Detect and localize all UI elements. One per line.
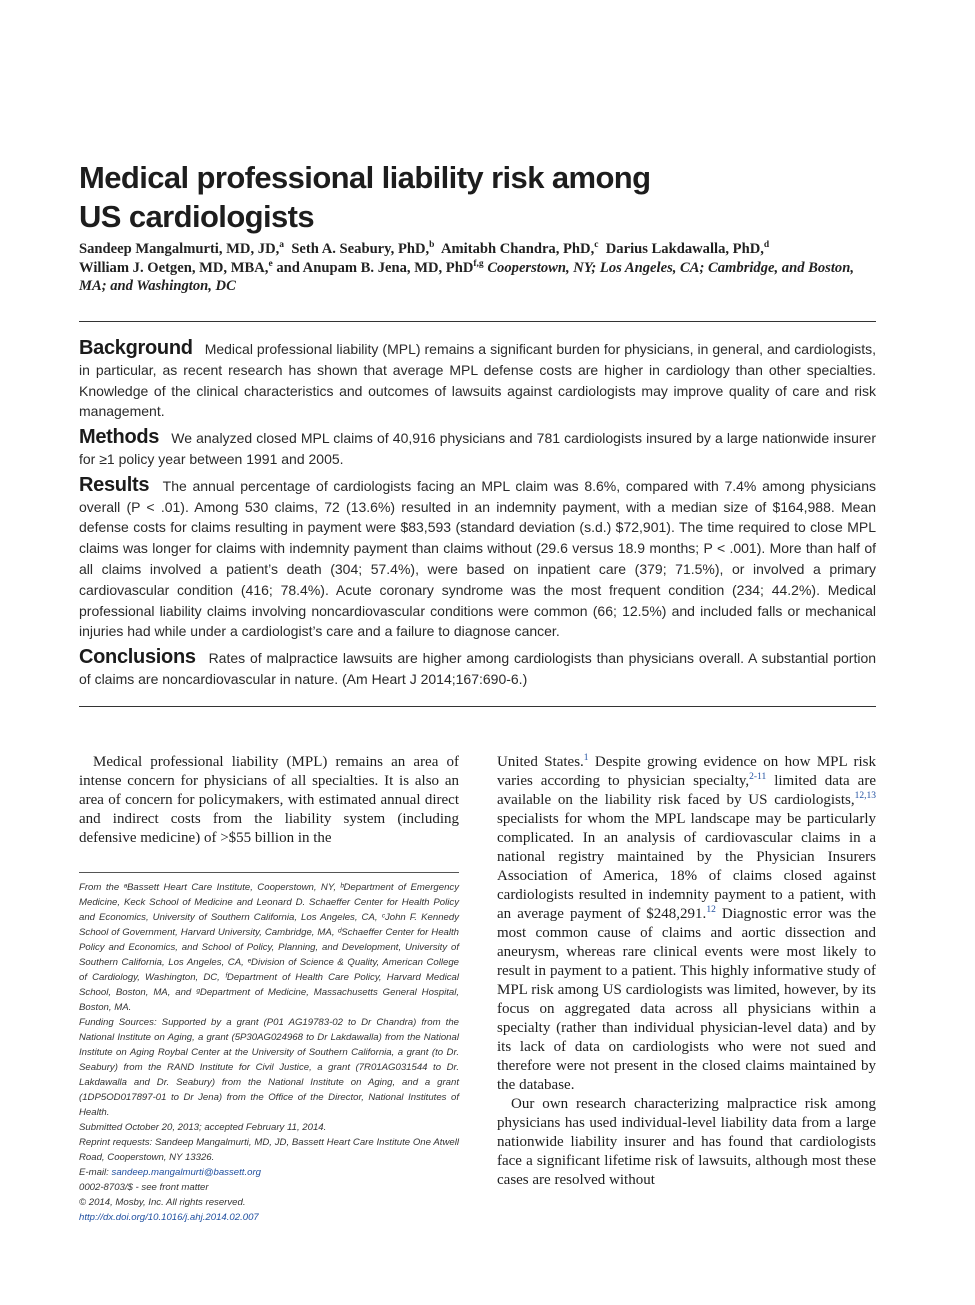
body-text: Diagnostic error was the most common cause of claims and aortic dissection and aneurysm, whereas rare clinical events were most likely to result in payment to a patient. This highly informative study of MPL risk among US cardiologists was limited, however, by its focus on aggregated data across all physicians within a specialty (rather than individual physician-level data) and by its lack of data on cardiologists who were not sued and therefore were not present in the closed claims maintained by the database. [497,906,876,1093]
doi-link[interactable]: http://dx.doi.org/10.1016/j.ahj.2014.02.007 [79,1212,259,1223]
abstract-conclusions [79,647,876,690]
author-name: Seth A. Seabury, PhD, [291,241,430,257]
body-text: specialists for whom the MPL landscape may be particularly complicated. In an analysis of cardiovascular claims in a national registry maintained by the Physician Insurers Association of America, 18% of claims closed against cardiologists resulted in indemnity payment to a patient, with an average payment of $248,291. [497,811,876,922]
section-heading: Conclusions [79,646,196,669]
body-paragraph: Medical professional liability (MPL) remains an area of intense concern for physicians of all specialties. It is also an area of concern for policymakers, with estimated annual direct and indirect costs from the liability system (including defensive medicine) of >$55 billion in the [79,754,459,846]
section-text: Medical professional liability (MPL) remains a significant burden for physicians, in general, and cardiologists, in particular, as recent research has shown that average MPL defense costs are higher in cardiology than other specialties. Knowledge of the clinical characteristics and outcomes of lawsuits against cardiologists may improve quality of care and risk management. [79,341,876,420]
affiliations-note: From the ᵃBassett Heart Care Institute, Cooperstown, NY, ᵇDepartment of Emergency Medicine, Keck School of Medicine and Leonard D. Schaeffer Center for Health Policy and Economics, University of Southern California, Los Angeles, CA, ᶜJohn F. Kennedy School of Government, Harvard University, Cambridge, MA, ᵈSchaeffer Center for Health Policy and Economics, and School of Policy, Planning, and Development, University of Southern California, Los Angeles, CA, ᵉDivision of Science & Quality, American College of Cardiology, Washington, DC, ᶠDepartment of Health Care Policy, Harvard Medical School, Boston, MA, and ᵍDepartment of Medicine, Massachusetts General Hospital, Boston, MA. [79,882,459,1013]
author-name: Amitabh Chandra, PhD, [440,241,595,257]
author-affiliation-marker: b [429,240,435,251]
author-affiliation-marker: f,g [473,258,484,269]
author-locations: Cooperstown, NY; Los Angeles, CA; Cambridge, and Boston, MA; and Washington, DC [79,259,854,294]
abstract-results [79,475,876,642]
abstract-methods [79,427,876,470]
email-label: E-mail: [79,1167,112,1178]
email-line [79,1165,459,1180]
submission-dates: Submitted October 20, 2013; accepted February 11, 2014. [79,1122,327,1133]
section-text: Rates of malpractice lawsuits are higher among cardiologists than physicians overall. A substantial portion of claims are noncardiovascular in nature. (Am Heart J 2014;167:690-6.) [79,650,877,687]
author-name: and Anupam B. Jena, MD, PhD [276,259,474,276]
abstract-background [79,338,876,422]
section-text: We analyzed closed MPL claims of 40,916 physicians and 781 cardiologists insured by a large nationwide insurer for ≥1 policy year between 1991 and 2005. [79,430,877,467]
body-text: United States. [497,754,584,770]
title-line-2: US cardiologists [79,199,315,234]
abstract-bottom-rule [79,706,876,707]
section-text: The annual percentage of cardiologists facing an MPL claim was 8.6%, compared with 7.4% among physicians overall (P < .01). Among 530 claims, 72 (13.6%) resulted in an indemnity payment, with a median size of $164,988. Mean defense costs for claims resulting in payment were $83,593 (standard deviation (s.d.) $72,901). The time required to close MPL claims was longer for claims with indemnity payment than claims without (29.6 versus 18.9 months; P < .001). More than half of all claims involved a patient’s death (304; 57.4%), were based on inpatient care (379; 71.5%), or involved a primary cardiovascular condition (416; 78.4%). Acute coronary syndrome was the most frequent condition (234; 44.2%). Medical professional liability claims involving noncardiovascular conditions were common (66; 12.5%) and included falls or mechanical injuries had while under a cardiologist’s care and a failure to diagnose cancer. [79,477,876,640]
footnote-rule [79,872,459,873]
author-list [79,240,876,296]
body-right-column [497,753,876,1190]
author-name: William J. Oetgen, MD, MBA, [79,259,269,276]
funding-note: Funding Sources: Supported by a grant (P01 AG19783-02 to Dr Chandra) from the National Institute on Aging, a grant (5P30AG024968 to Dr Lakdawalla) from the National Institute on Aging Roybal Center at the University of Southern California, a grant (to Dr. Seabury) from the RAND Institute for Civil Justice, a grant (7R01AG031544 to Dr. Lakdawalla and Dr. Seabury) from the National Institute on Aging, and a grant (1DP5OD017897-01 to Dr Jena) from the Office of the Director, National Institutes of Health. [79,1017,459,1118]
citation-link[interactable]: 1 [583,753,589,763]
citation-link[interactable]: 12,13 [854,791,876,801]
article-title [79,158,876,236]
abstract [79,338,876,695]
body-paragraph: Our own research characterizing malpractice risk among physicians has used individual-level liability data from a large nationwide liability insurer and has found that cardiologists face a significant lifetime risk of lawsuits, although most these cases are resolved without [497,1096,876,1188]
footnotes [79,880,459,1225]
author-name: Sandeep Mangalmurti, MD, JD, [79,241,280,257]
citation-link[interactable]: 2-11 [749,772,767,782]
author-name: Darius Lakdawalla, PhD, [605,241,764,257]
author-affiliation-marker: e [268,258,273,269]
abstract-top-rule [79,321,876,322]
body-paragraph [497,753,876,1095]
section-heading: Methods [79,426,160,449]
title-line-1: Medical professional liability risk among [79,160,651,195]
section-heading: Results [79,473,150,496]
citation-link[interactable]: 12 [706,905,716,915]
author-affiliation-marker: c [594,240,599,251]
section-heading: Background [79,337,193,359]
body-left-column [79,753,459,848]
copyright-line: © 2014, Mosby, Inc. All rights reserved. [79,1197,246,1208]
issn-line: 0002-8703/$ - see front matter [79,1182,209,1193]
reprint-requests: Reprint requests: Sandeep Mangalmurti, MD, JD, Bassett Heart Care Institute One Atwell Road, Cooperstown, NY 13326. [79,1137,459,1163]
author-affiliation-marker: d [763,240,770,251]
author-affiliation-marker: a [279,240,285,251]
body-text: limited data are available on the liability risk faced by US cardiologists, [497,773,876,808]
body-text: Despite growing evidence on how MPL risk varies according to physician specialty, [497,754,876,789]
article-page [79,0,876,1305]
email-link[interactable]: sandeep.mangalmurti@bassett.org [111,1167,261,1178]
